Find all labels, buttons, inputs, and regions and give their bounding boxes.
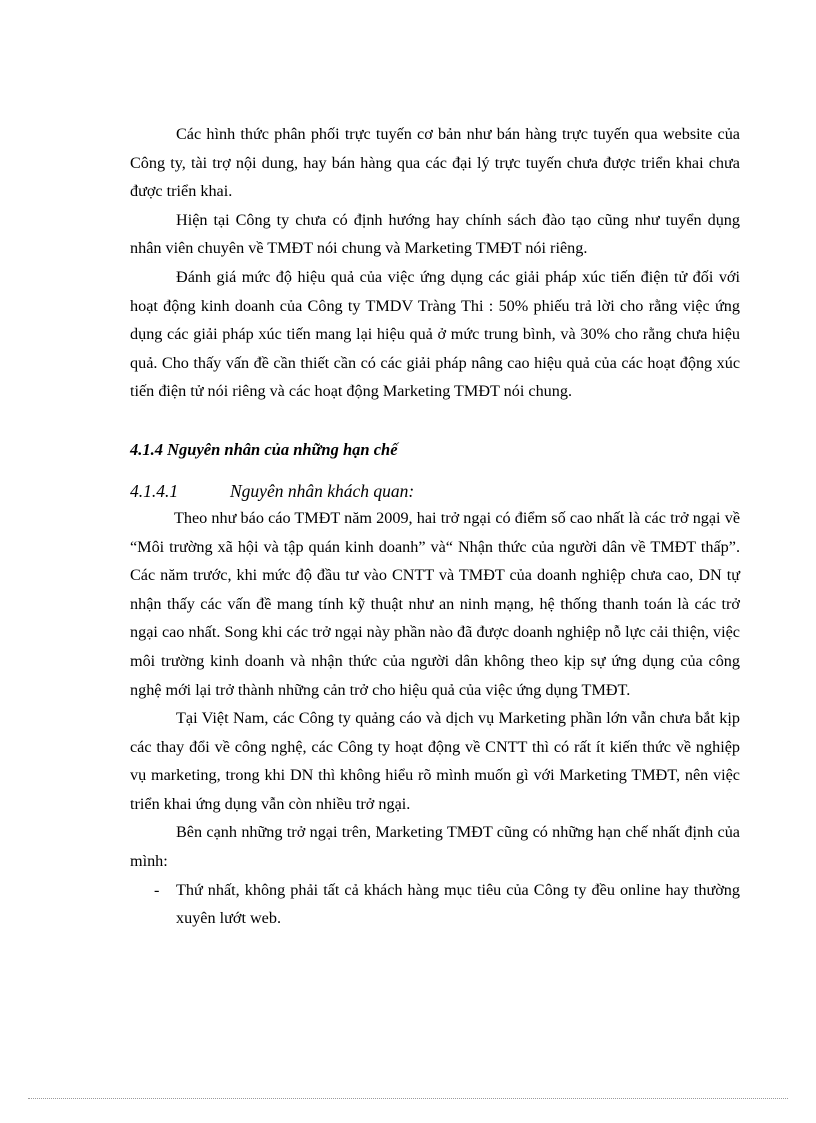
- page-bottom-divider: [28, 1098, 788, 1099]
- bullet-text: Thứ nhất, không phải tất cả khách hàng mục tiêu của Công ty đều online hay thường xuyên lướt web.: [176, 880, 740, 928]
- bullet-marker: -: [154, 880, 160, 899]
- subsection-heading: [130, 478, 740, 504]
- paragraph-evaluation: Đánh giá mức độ hiệu quả của việc ứng dụng các giải pháp xúc tiến điện tử đối với hoạt động kinh doanh của Công ty TMDV Tràng Thi : 50% phiếu trả lời cho rằng việc ứng dụng các giải pháp xúc tiến mang lại hiệu quả ở mức trung bình, và 30% cho rằng chưa hiệu quả. Cho thấy vấn đề cần thiết cần có các giải pháp nâng cao hiệu quả của các hoạt động xúc tiến điện tử nói riêng và các hoạt động Marketing TMĐT nói chung.: [130, 267, 740, 401]
- subsection-title: Nguyên nhân khách quan:: [230, 480, 415, 501]
- section-heading: 4.1.4 Nguyên nhân của những hạn chế: [130, 439, 398, 459]
- paragraph-training: Hiện tại Công ty chưa có định hướng hay chính sách đào tạo cũng như tuyển dụng nhân viên chuyên về TMĐT nói chung và Marketing TMĐT nói riêng.: [130, 210, 740, 258]
- paragraph-distribution: Các hình thức phân phối trực tuyến cơ bản như bán hàng trực tuyến qua website của Công ty, tài trợ nội dung, hay bán hàng qua các đại lý trực tuyến chưa được triển khai chưa được triển khai.: [130, 125, 740, 201]
- page-body: [130, 120, 740, 933]
- paragraph-limitations: Bên cạnh những trở ngại trên, Marketing TMĐT cũng có những hạn chế nhất định của mình:: [130, 823, 740, 871]
- paragraph-report: Theo như báo cáo TMĐT năm 2009, hai trở ngại có điểm số cao nhất là các trở ngại về “Môi trường xã hội và tập quán kinh doanh” và“ Nhận thức của người dân về TMĐT thấp”. Các năm trước, khi mức độ đầu tư vào CNTT và TMĐT của doanh nghiệp chưa cao, DN tự nhận thấy các vấn đề mang tính kỹ thuật như an ninh mạng, hệ thống thanh toán là các trở ngại cao nhất. Song khi các trở ngại này phần nào đã được doanh nghiệp nỗ lực cải thiện, việc môi trường kinh doanh và nhận thức của người dân không theo kịp sự ứng dụng của công nghệ mới lại trở thành những cản trở cho hiệu quả của việc ứng dụng TMĐT.: [130, 508, 740, 699]
- bullet-item: [128, 876, 740, 933]
- paragraph-vietnam: Tại Việt Nam, các Công ty quảng cáo và dịch vụ Marketing phần lớn vẫn chưa bắt kịp các thay đổi về công nghệ, các Công ty hoạt động về CNTT thì có rất ít kiến thức về nghiệp vụ marketing, trong khi DN thì không hiểu rõ mình muốn gì với Marketing TMĐT, nên việc triển khai ứng dụng vẫn còn nhiều trở ngại.: [130, 709, 740, 813]
- subsection-number: 4.1.4.1: [130, 480, 179, 501]
